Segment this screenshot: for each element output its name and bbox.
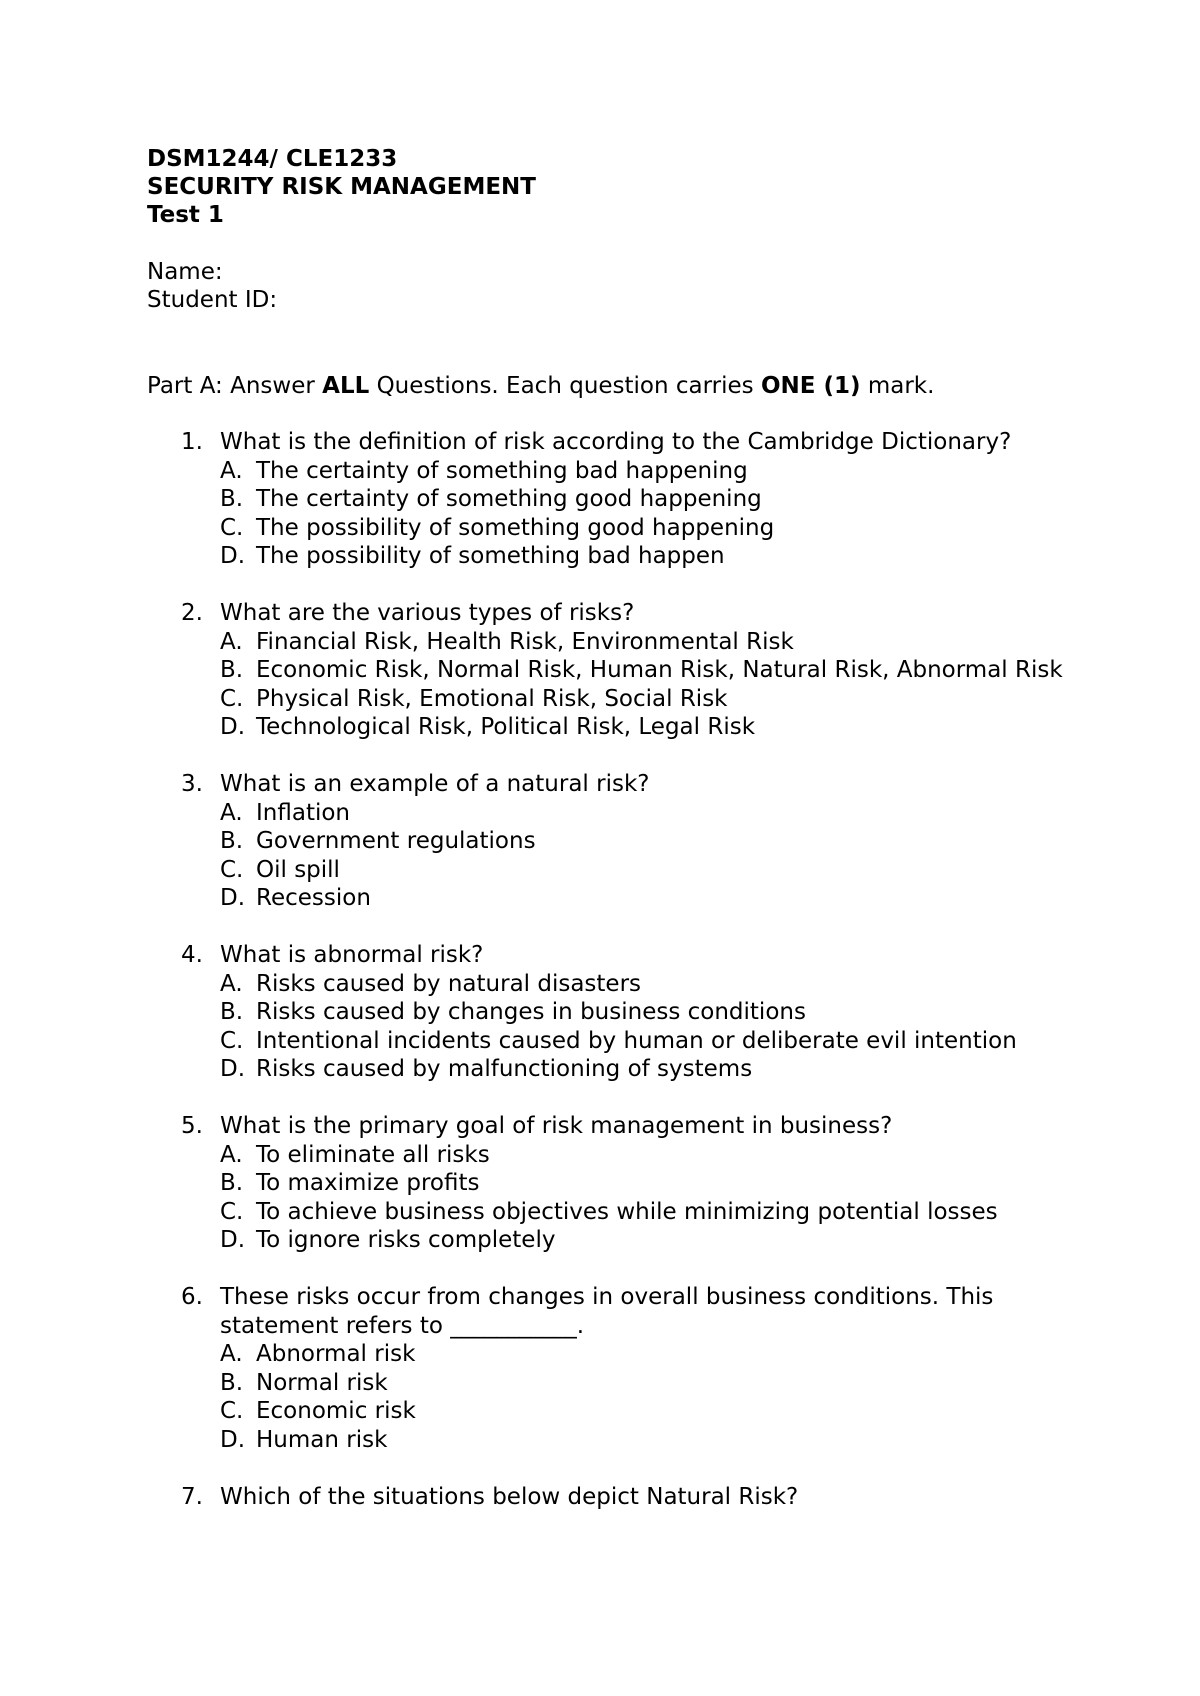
option-letter: A.: [220, 628, 243, 655]
answer-option: [220, 970, 1107, 999]
option-text: Oil spill: [256, 856, 340, 883]
option-letter: C.: [220, 514, 244, 541]
question-number: 3.: [181, 771, 203, 797]
question-number: 2.: [181, 600, 203, 626]
answer-option: [220, 457, 1107, 486]
answer-option: [220, 1369, 1107, 1398]
option-text: Inflation: [256, 799, 350, 826]
answer-option: [220, 827, 1107, 856]
question-text: These risks occur from changes in overall business conditions. This statement refers to ___________.: [220, 1284, 994, 1339]
option-list: [220, 628, 1107, 742]
question-number: 7.: [181, 1483, 203, 1510]
option-letter: B.: [220, 486, 244, 512]
option-text: Financial Risk, Health Risk, Environmental Risk: [256, 628, 794, 655]
option-text: To achieve business objectives while minimizing potential losses: [256, 1198, 998, 1225]
option-letter: B.: [220, 1369, 244, 1396]
option-text: To ignore risks completely: [256, 1227, 556, 1253]
answer-option: [220, 1169, 1107, 1198]
instructions-end: mark.: [860, 373, 935, 399]
question-item: [147, 1283, 1107, 1454]
question-text: What is the primary goal of risk management in business?: [220, 1113, 893, 1139]
option-letter: C.: [220, 1198, 244, 1225]
question-list: [147, 428, 1107, 1540]
option-letter: A.: [220, 1341, 243, 1367]
question-number: 6.: [181, 1284, 203, 1310]
option-letter: A.: [220, 457, 243, 484]
instructions: [147, 372, 934, 400]
option-text: To eliminate all risks: [256, 1141, 490, 1168]
answer-option: [220, 1397, 1107, 1426]
question-item: [147, 428, 1107, 571]
option-text: The possibility of something good happening: [256, 514, 775, 541]
option-letter: A.: [220, 799, 243, 826]
answer-option: [220, 485, 1107, 514]
option-text: The certainty of something good happening: [256, 486, 762, 512]
answer-option: [220, 1027, 1107, 1056]
option-letter: B.: [220, 657, 244, 683]
course-title: SECURITY RISK MANAGEMENT: [147, 174, 536, 200]
option-text: Economic Risk, Normal Risk, Human Risk, Natural Risk, Abnormal Risk: [256, 657, 1063, 683]
option-text: Physical Risk, Emotional Risk, Social Risk: [256, 685, 728, 712]
question-text: What is an example of a natural risk?: [220, 771, 650, 797]
answer-option: [220, 514, 1107, 543]
question-number: 1.: [181, 429, 203, 455]
option-text: To maximize profits: [256, 1170, 480, 1196]
answer-option: [220, 1198, 1107, 1227]
option-letter: C.: [220, 1027, 244, 1054]
option-letter: C.: [220, 1398, 244, 1424]
option-text: Risks caused by natural disasters: [256, 970, 642, 997]
option-list: [220, 1340, 1107, 1454]
answer-option: [220, 799, 1107, 828]
option-letter: B.: [220, 999, 244, 1025]
option-letter: B.: [220, 828, 244, 854]
option-text: Abnormal risk: [256, 1341, 416, 1367]
answer-option: [220, 628, 1107, 657]
question-item: [147, 1112, 1107, 1255]
question-text: What is abnormal risk?: [220, 942, 484, 968]
question-item: [147, 1483, 1107, 1512]
option-list: [220, 457, 1107, 571]
question-text: What is the definition of risk according to the Cambridge Dictionary?: [220, 429, 1012, 455]
answer-option: [220, 542, 1107, 571]
answer-option: [220, 1141, 1107, 1170]
option-text: The possibility of something bad happen: [256, 543, 725, 569]
answer-option: [220, 1226, 1107, 1255]
course-code: DSM1244/ CLE1233: [147, 146, 398, 172]
option-text: Intentional incidents caused by human or deliberate evil intention: [256, 1027, 1017, 1054]
question-item: [147, 599, 1107, 742]
option-letter: D.: [220, 543, 246, 569]
option-letter: D.: [220, 1056, 246, 1082]
option-text: The certainty of something bad happening: [256, 457, 748, 484]
answer-option: [220, 685, 1107, 714]
option-text: Government regulations: [256, 828, 536, 854]
question-number: 4.: [181, 942, 203, 968]
answer-option: [220, 998, 1107, 1027]
answer-option: [220, 884, 1107, 913]
question-item: [147, 941, 1107, 1084]
option-text: Economic risk: [256, 1398, 416, 1424]
option-letter: A.: [220, 1141, 243, 1168]
option-letter: D.: [220, 1426, 246, 1453]
option-letter: C.: [220, 856, 244, 883]
test-name: Test 1: [147, 202, 224, 228]
question-number: 5.: [181, 1113, 203, 1139]
answer-option: [220, 1426, 1107, 1455]
instructions-middle: Questions. Each question carries: [369, 373, 761, 399]
option-letter: D.: [220, 714, 246, 740]
option-list: [220, 799, 1107, 913]
option-text: Normal risk: [256, 1369, 388, 1396]
instructions-mark-value: ONE (1): [760, 373, 861, 399]
student-id-label: Student ID:: [147, 287, 278, 313]
option-letter: A.: [220, 970, 243, 997]
instructions-all: ALL: [322, 373, 370, 399]
option-letter: B.: [220, 1170, 244, 1196]
question-text: Which of the situations below depict Natural Risk?: [220, 1483, 799, 1510]
option-letter: D.: [220, 885, 246, 911]
answer-option: [220, 1055, 1107, 1084]
answer-option: [220, 713, 1107, 742]
option-letter: D.: [220, 1227, 246, 1253]
option-text: Risks caused by changes in business conditions: [256, 999, 806, 1025]
option-letter: C.: [220, 685, 244, 712]
answer-option: [220, 656, 1107, 685]
option-list: [220, 1141, 1107, 1255]
option-text: Technological Risk, Political Risk, Legal Risk: [256, 714, 756, 740]
name-label: Name:: [147, 259, 223, 285]
answer-option: [220, 1340, 1107, 1369]
option-text: Recession: [256, 885, 371, 911]
question-item: [147, 770, 1107, 913]
option-text: Human risk: [256, 1426, 388, 1453]
instructions-part: Part A: Answer: [147, 373, 323, 399]
option-text: Risks caused by malfunctioning of systems: [256, 1056, 753, 1082]
option-list: [220, 970, 1107, 1084]
question-text: What are the various types of risks?: [220, 600, 635, 626]
answer-option: [220, 856, 1107, 885]
